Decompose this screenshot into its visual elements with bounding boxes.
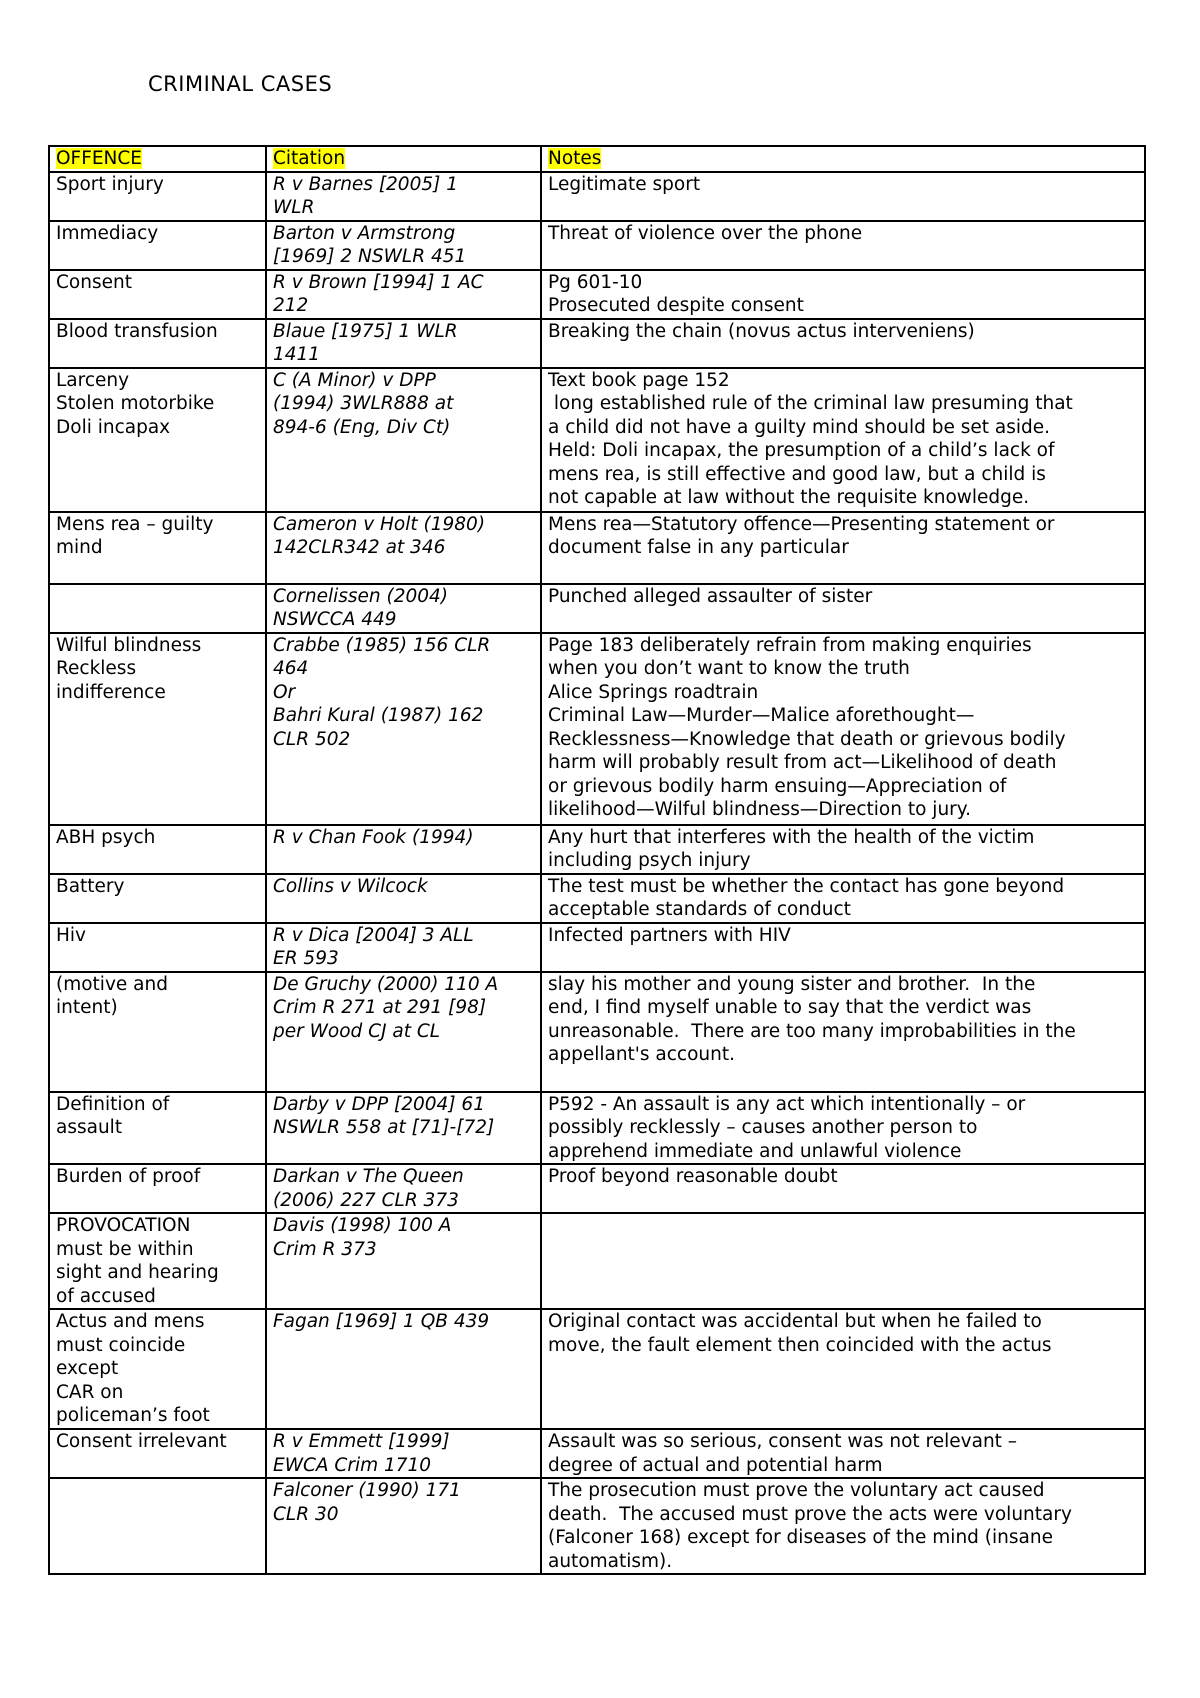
table-row <box>49 221 1145 270</box>
table-row <box>49 1213 1145 1309</box>
notes-line: P592 - An assault is any act which intentionally – or <box>548 1093 1026 1115</box>
notes-line: degree of actual and potential harm <box>548 1454 883 1476</box>
notes-line: Proof beyond reasonable doubt <box>548 1166 838 1187</box>
citation-cell <box>266 584 541 633</box>
offence-cell <box>49 319 266 368</box>
notes-cell <box>541 1092 1145 1165</box>
citation-line: 894-6 (Eng, Div Ct) <box>273 416 451 438</box>
offence-line: Mens rea – guilty <box>56 513 214 535</box>
notes-line: including psych injury <box>548 850 751 871</box>
table-row <box>49 319 1145 368</box>
offence-cell <box>49 874 266 923</box>
citation-line: CLR 502 <box>273 728 351 750</box>
offence-line: Actus and mens <box>56 1311 205 1332</box>
notes-cell <box>541 319 1145 368</box>
citation-cell <box>266 319 541 368</box>
notes-cell <box>541 1478 1145 1574</box>
citation-line: EWCA Crim 1710 <box>273 1454 432 1476</box>
offence-line: CAR on <box>56 1381 124 1403</box>
notes-cell <box>541 270 1145 319</box>
citation-line: Crim R 373 <box>273 1238 377 1260</box>
offence-line: of accused <box>56 1285 156 1307</box>
offence-cell <box>49 1478 266 1574</box>
notes-line: harm will probably result from act—Likelihood of death <box>548 752 1057 773</box>
notes-line: (Falconer 168) except for diseases of the mind (insane <box>548 1527 1053 1548</box>
notes-cell <box>541 512 1145 584</box>
citation-line: Falconer (1990) 171 <box>273 1480 461 1501</box>
notes-line: or grievous bodily harm ensuing—Appreciation of <box>548 775 1007 797</box>
table-row <box>49 368 1145 512</box>
offence-line: (motive and <box>56 973 168 995</box>
offence-line: must be within <box>56 1238 194 1260</box>
notes-cell <box>541 1429 1145 1478</box>
notes-line: Criminal Law—Murder—Malice aforethought— <box>548 705 975 726</box>
citation-line: 1411 <box>273 344 321 365</box>
citation-cell <box>266 1309 541 1429</box>
offence-line: Blood transfusion <box>56 320 218 342</box>
offence-line: Doli incapax <box>56 416 171 438</box>
table-row <box>49 512 1145 584</box>
offence-cell <box>49 1213 266 1309</box>
notes-line: mens rea, is still effective and good law, but a child is <box>548 463 1046 485</box>
document-title: CRIMINAL CASES <box>148 72 333 96</box>
offence-line: Burden of proof <box>56 1166 201 1187</box>
offence-line: Hiv <box>56 924 86 946</box>
offence-line: assault <box>56 1117 123 1138</box>
table-row <box>49 1164 1145 1213</box>
table-row <box>49 972 1145 1092</box>
offence-line: Consent irrelevant <box>56 1431 227 1452</box>
header-citation-cell <box>266 146 541 172</box>
citation-line: R v Brown [1994] 1 AC <box>273 271 484 293</box>
offence-line: PROVOCATION <box>56 1215 191 1236</box>
notes-cell <box>541 972 1145 1092</box>
citation-line: [1969] 2 NSWLR 451 <box>273 246 467 267</box>
offence-cell <box>49 368 266 512</box>
header-citation: Citation <box>273 148 346 169</box>
offence-line: intent) <box>56 997 118 1018</box>
citation-line: Barton v Armstrong <box>273 222 456 244</box>
citation-cell <box>266 512 541 584</box>
header-row <box>49 146 1145 172</box>
notes-line: move, the fault element then coincided with the actus <box>548 1334 1052 1356</box>
citation-line: Or <box>273 681 296 703</box>
offence-line: Consent <box>56 271 132 293</box>
notes-cell <box>541 923 1145 972</box>
offence-line: indifference <box>56 681 166 703</box>
notes-cell <box>541 1309 1145 1429</box>
citation-cell <box>266 633 541 825</box>
citation-line: De Gruchy (2000) 110 A <box>273 973 499 995</box>
notes-line: Page 183 deliberately refrain from making enquiries <box>548 634 1032 656</box>
offence-cell <box>49 1092 266 1165</box>
offence-line: Larceny <box>56 369 130 391</box>
offence-cell <box>49 633 266 825</box>
notes-line: Any hurt that interferes with the health of the victim <box>548 826 1035 848</box>
citation-line: per Wood CJ at CL <box>273 1020 441 1042</box>
citation-line: Darkan v The Queen <box>273 1166 464 1187</box>
citation-line: NSWCCA 449 <box>273 609 397 630</box>
offence-cell <box>49 270 266 319</box>
notes-line: death. The accused must prove the acts were voluntary <box>548 1503 1072 1525</box>
table-row <box>49 923 1145 972</box>
offence-cell <box>49 512 266 584</box>
offence-cell <box>49 1429 266 1478</box>
citation-line: R v Dica [2004] 3 ALL <box>273 924 474 946</box>
notes-line: Infected partners with HIV <box>548 924 791 946</box>
notes-line: Breaking the chain (novus actus interveniens) <box>548 320 975 342</box>
notes-line: not capable at law without the requisite knowledge. <box>548 487 1030 508</box>
offence-cell <box>49 825 266 874</box>
notes-cell <box>541 825 1145 874</box>
notes-cell <box>541 172 1145 221</box>
citation-line: 142CLR342 at 346 <box>273 537 446 558</box>
citation-cell <box>266 270 541 319</box>
table-row <box>49 825 1145 874</box>
offence-cell <box>49 221 266 270</box>
notes-line: a child did not have a guilty mind should be set aside. <box>548 416 1050 438</box>
offence-line: ABH psych <box>56 826 156 848</box>
citation-line: 464 <box>273 658 309 679</box>
notes-cell <box>541 1213 1145 1309</box>
notes-cell <box>541 584 1145 633</box>
offence-line: Stolen motorbike <box>56 393 215 414</box>
offence-line: Reckless <box>56 658 137 679</box>
notes-line: long established rule of the criminal law presuming that <box>548 393 1073 414</box>
offence-cell <box>49 972 266 1092</box>
table-row <box>49 1478 1145 1574</box>
citation-cell <box>266 825 541 874</box>
offence-line: Battery <box>56 875 125 897</box>
citation-cell <box>266 368 541 512</box>
notes-line: Assault was so serious, consent was not relevant – <box>548 1431 1018 1452</box>
notes-line: Punched alleged assaulter of sister <box>548 585 873 607</box>
citation-cell <box>266 221 541 270</box>
citation-cell <box>266 1478 541 1574</box>
offence-cell <box>49 172 266 221</box>
table-row <box>49 1429 1145 1478</box>
citation-line: ER 593 <box>273 948 339 969</box>
notes-line: unreasonable. There are too many improbabilities in the <box>548 1020 1076 1042</box>
notes-line: automatism). <box>548 1550 673 1572</box>
citation-line: (2006) 227 CLR 373 <box>273 1189 459 1211</box>
notes-line: Held: Doli incapax, the presumption of a child’s lack of <box>548 440 1055 461</box>
notes-line: The test must be whether the contact has gone beyond <box>548 875 1065 897</box>
table-body <box>49 146 1145 1574</box>
notes-line: Original contact was accidental but when he failed to <box>548 1311 1042 1332</box>
citation-line: Darby v DPP [2004] 61 <box>273 1093 485 1115</box>
criminal-cases-table <box>48 145 1146 1575</box>
notes-line: acceptable standards of conduct <box>548 899 851 920</box>
offence-line: except <box>56 1358 119 1379</box>
table-row <box>49 633 1145 825</box>
notes-line: likelihood—Wilful blindness—Direction to jury. <box>548 799 971 820</box>
citation-line: R v Barnes [2005] 1 <box>273 173 458 195</box>
citation-line: Fagan [1969] 1 QB 439 <box>273 1311 490 1332</box>
citation-line: Crabbe (1985) 156 CLR <box>273 634 491 656</box>
notes-line: Prosecuted despite consent <box>548 295 804 316</box>
notes-line: Legitimate sport <box>548 173 701 195</box>
offence-line: mind <box>56 537 103 558</box>
offence-line: Sport injury <box>56 173 164 195</box>
table-row <box>49 172 1145 221</box>
notes-line: Recklessness—Knowledge that death or grievous bodily <box>548 728 1066 750</box>
offence-cell <box>49 1164 266 1213</box>
notes-cell <box>541 874 1145 923</box>
notes-line: apprehend immediate and unlawful violence <box>548 1140 962 1162</box>
notes-line: slay his mother and young sister and brother. In the <box>548 973 1036 995</box>
citation-line: Davis (1998) 100 A <box>273 1215 452 1236</box>
notes-line: possibly recklessly – causes another person to <box>548 1117 978 1138</box>
table-row <box>49 270 1145 319</box>
citation-line: Bahri Kural (1987) 162 <box>273 705 484 726</box>
citation-cell <box>266 172 541 221</box>
notes-line: document false in any particular <box>548 537 849 558</box>
notes-cell <box>541 633 1145 825</box>
offence-cell <box>49 923 266 972</box>
header-offence: OFFENCE <box>56 148 142 169</box>
citation-line: R v Emmett [1999] <box>273 1431 450 1452</box>
citation-line: Cornelissen (2004) <box>273 585 449 607</box>
citation-cell <box>266 923 541 972</box>
citation-line: Crim R 271 at 291 [98] <box>273 997 487 1018</box>
citation-line: 212 <box>273 295 309 316</box>
citation-line: (1994) 3WLR888 at <box>273 393 454 414</box>
offence-line: must coincide <box>56 1334 186 1356</box>
table-row <box>49 1309 1145 1429</box>
offence-line: sight and hearing <box>56 1262 219 1283</box>
header-notes: Notes <box>548 148 602 169</box>
header-notes-cell <box>541 146 1145 172</box>
citation-line: Blaue [1975] 1 WLR <box>273 320 458 342</box>
notes-line: end, I find myself unable to say that the verdict was <box>548 997 1032 1018</box>
offence-line: Definition of <box>56 1093 170 1115</box>
offence-cell <box>49 584 266 633</box>
offence-line: policeman’s foot <box>56 1405 210 1426</box>
citation-line: C (A Minor) v DPP <box>273 369 436 391</box>
notes-cell <box>541 1164 1145 1213</box>
citation-cell <box>266 874 541 923</box>
citation-line: WLR <box>273 197 315 218</box>
notes-line: appellant's account. <box>548 1044 735 1065</box>
citation-line: NSWLR 558 at [71]-[72] <box>273 1117 495 1138</box>
citation-cell <box>266 1092 541 1165</box>
citation-line: Collins v Wilcock <box>273 875 428 897</box>
notes-line: Threat of violence over the phone <box>548 222 863 244</box>
notes-line: Alice Springs roadtrain <box>548 681 759 703</box>
citation-line: R v Chan Fook (1994) <box>273 826 474 848</box>
citation-cell <box>266 972 541 1092</box>
notes-cell <box>541 221 1145 270</box>
notes-line: The prosecution must prove the voluntary act caused <box>548 1480 1045 1501</box>
offence-cell <box>49 1309 266 1429</box>
offence-line: Wilful blindness <box>56 634 202 656</box>
citation-cell <box>266 1164 541 1213</box>
table-row <box>49 1092 1145 1165</box>
citation-line: CLR 30 <box>273 1503 339 1525</box>
citation-cell <box>266 1213 541 1309</box>
notes-cell <box>541 368 1145 512</box>
offence-line: Immediacy <box>56 222 159 244</box>
table-row <box>49 584 1145 633</box>
notes-line: Mens rea—Statutory offence—Presenting statement or <box>548 513 1055 535</box>
table-row <box>49 874 1145 923</box>
header-offence-cell <box>49 146 266 172</box>
citation-cell <box>266 1429 541 1478</box>
citation-line: Cameron v Holt (1980) <box>273 513 486 535</box>
notes-line: Text book page 152 <box>548 369 730 391</box>
notes-line: Pg 601-10 <box>548 271 643 293</box>
notes-line: when you don’t want to know the truth <box>548 658 910 679</box>
